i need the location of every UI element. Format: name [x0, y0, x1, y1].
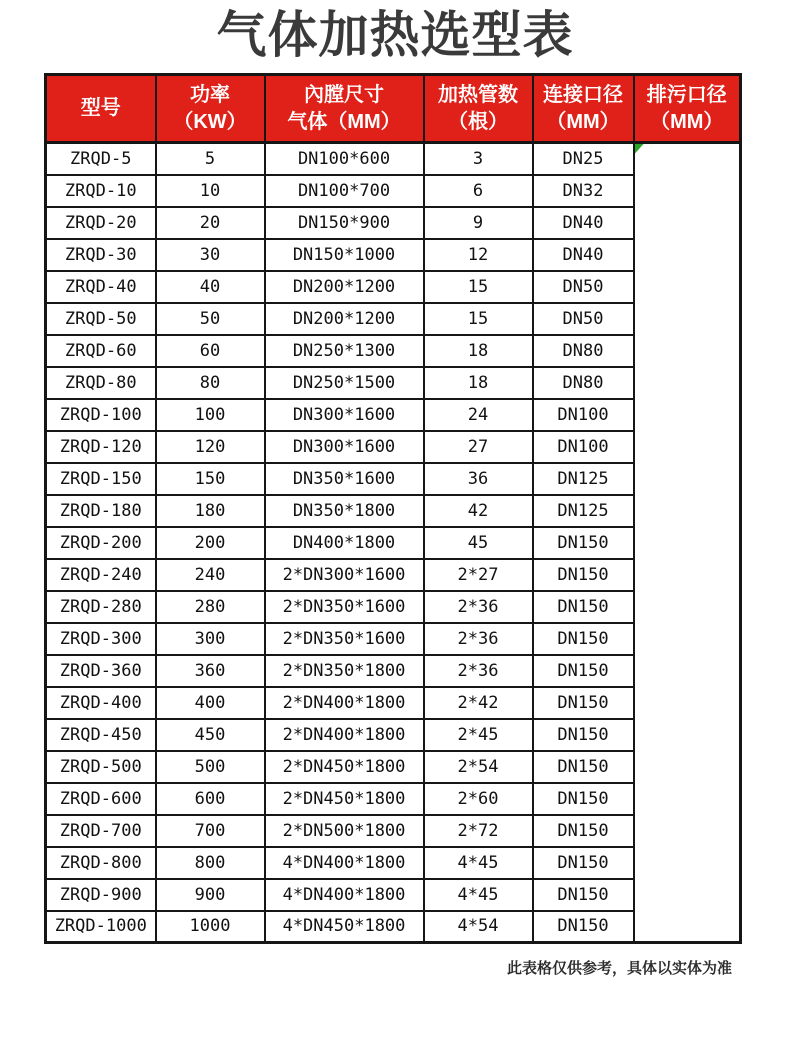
table-cell: 2*DN500*1800 [265, 815, 424, 847]
table-cell: 18 [424, 367, 533, 399]
table-cell: ZRQD-80 [46, 367, 156, 399]
table-cell: 2*DN400*1800 [265, 719, 424, 751]
table-cell: 40 [156, 271, 265, 303]
table-cell: 800 [156, 847, 265, 879]
table-cell: 45 [424, 527, 533, 559]
table-cell: 2*27 [424, 559, 533, 591]
table-cell: DN150 [533, 623, 634, 655]
table-cell: DN150*900 [265, 207, 424, 239]
table-cell: 3 [424, 143, 533, 175]
table-cell: DN150 [533, 591, 634, 623]
table-cell: ZRQD-360 [46, 655, 156, 687]
table-cell: 2*DN450*1800 [265, 751, 424, 783]
table-cell: 2*36 [424, 655, 533, 687]
table-cell: ZRQD-450 [46, 719, 156, 751]
table-row [46, 143, 741, 175]
table-cell: 200 [156, 527, 265, 559]
table-cell: DN150 [533, 559, 634, 591]
table-cell: DN200*1200 [265, 303, 424, 335]
header-line: （KW） [173, 110, 247, 133]
table-cell: 36 [424, 463, 533, 495]
table-cell: 700 [156, 815, 265, 847]
table-cell: DN50 [533, 303, 634, 335]
table-cell: 5 [156, 143, 265, 175]
table-cell: DN40 [533, 239, 634, 271]
header-line: 排污口径 [646, 84, 727, 107]
table-cell: ZRQD-50 [46, 303, 156, 335]
table-cell: 2*54 [424, 751, 533, 783]
table-cell: 2*DN450*1800 [265, 783, 424, 815]
table-cell: ZRQD-500 [46, 751, 156, 783]
table-cell: 4*45 [424, 847, 533, 879]
table-cell: 4*DN400*1800 [265, 879, 424, 911]
table-cell: 600 [156, 783, 265, 815]
table-cell: 12 [424, 239, 533, 271]
table-cell: 2*36 [424, 623, 533, 655]
header-line: 內膛尺寸 [304, 84, 384, 107]
table-cell: ZRQD-400 [46, 687, 156, 719]
table-cell: DN125 [533, 495, 634, 527]
drain-diameter-merged-cell [634, 143, 741, 943]
table-cell: 2*42 [424, 687, 533, 719]
table-cell: DN150 [533, 815, 634, 847]
table-cell: DN250*1300 [265, 335, 424, 367]
table-cell: DN150 [533, 847, 634, 879]
table-cell: 18 [424, 335, 533, 367]
table-cell: DN150 [533, 879, 634, 911]
table-cell: DN100 [533, 399, 634, 431]
table-cell: 6 [424, 175, 533, 207]
table-cell: 2*DN350*1800 [265, 655, 424, 687]
column-header-connection-diameter [533, 75, 634, 143]
column-header-tube-count [424, 75, 533, 143]
table-cell: 2*DN350*1600 [265, 591, 424, 623]
table-cell: ZRQD-700 [46, 815, 156, 847]
column-header-power-kw [156, 75, 265, 143]
table-cell: ZRQD-20 [46, 207, 156, 239]
table-cell: 24 [424, 399, 533, 431]
header-line: （MM） [650, 110, 724, 133]
header-line: 加热管数 [438, 84, 518, 107]
table-cell: DN100*700 [265, 175, 424, 207]
table-cell: DN350*1600 [265, 463, 424, 495]
header-line: 功率 [190, 84, 230, 107]
table-cell: 2*60 [424, 783, 533, 815]
table-cell: DN150 [533, 687, 634, 719]
table-cell: DN150 [533, 527, 634, 559]
table-cell: 15 [424, 303, 533, 335]
gas-heater-selection-table [44, 73, 742, 944]
table-cell: 900 [156, 879, 265, 911]
table-cell: ZRQD-300 [46, 623, 156, 655]
table-cell: 500 [156, 751, 265, 783]
table-cell: ZRQD-40 [46, 271, 156, 303]
table-cell: DN100 [533, 431, 634, 463]
table-cell: DN125 [533, 463, 634, 495]
table-cell: ZRQD-600 [46, 783, 156, 815]
table-cell: ZRQD-5 [46, 143, 156, 175]
table-cell: ZRQD-280 [46, 591, 156, 623]
table-cell: DN150 [533, 751, 634, 783]
table-cell: 9 [424, 207, 533, 239]
table-cell: 360 [156, 655, 265, 687]
table-cell: DN25 [533, 143, 634, 175]
table-cell: 300 [156, 623, 265, 655]
column-header-drain-diameter [634, 75, 741, 143]
table-cell: DN300*1600 [265, 399, 424, 431]
table-cell: ZRQD-1000 [46, 911, 156, 943]
table-cell: DN80 [533, 367, 634, 399]
header-line: 气体（MM） [287, 110, 401, 133]
table-body [46, 143, 741, 943]
header-line: （MM） [546, 110, 620, 133]
table-cell: 80 [156, 367, 265, 399]
table-cell: DN250*1500 [265, 367, 424, 399]
header-line: （根） [448, 110, 508, 133]
table-cell: ZRQD-200 [46, 527, 156, 559]
table-cell: DN200*1200 [265, 271, 424, 303]
table-cell: 120 [156, 431, 265, 463]
table-cell: 42 [424, 495, 533, 527]
table-cell: 2*DN400*1800 [265, 687, 424, 719]
table-cell: 60 [156, 335, 265, 367]
table-cell: 2*DN350*1600 [265, 623, 424, 655]
table-cell: DN150 [533, 719, 634, 751]
table-cell: 20 [156, 207, 265, 239]
table-cell: DN100*600 [265, 143, 424, 175]
table-cell: DN40 [533, 207, 634, 239]
table-cell: 4*54 [424, 911, 533, 943]
table-cell: 30 [156, 239, 265, 271]
table-cell: ZRQD-180 [46, 495, 156, 527]
footer-disclaimer: 此表格仅供参考，具体以实体为准 [506, 960, 732, 977]
table-cell: 4*45 [424, 879, 533, 911]
table-cell: DN32 [533, 175, 634, 207]
table-cell: ZRQD-100 [46, 399, 156, 431]
table-cell: ZRQD-900 [46, 879, 156, 911]
table-cell: 2*72 [424, 815, 533, 847]
table-cell: 2*45 [424, 719, 533, 751]
table-cell: 240 [156, 559, 265, 591]
table-cell: 4*DN400*1800 [265, 847, 424, 879]
table-cell: ZRQD-30 [46, 239, 156, 271]
table-cell: 2*36 [424, 591, 533, 623]
table-cell: DN150 [533, 655, 634, 687]
table-cell: DN300*1600 [265, 431, 424, 463]
column-header-chamber-size [265, 75, 424, 143]
table-cell: DN350*1800 [265, 495, 424, 527]
table-cell: ZRQD-150 [46, 463, 156, 495]
table-cell: 10 [156, 175, 265, 207]
table-cell: DN150*1000 [265, 239, 424, 271]
table-cell: ZRQD-120 [46, 431, 156, 463]
table-cell: DN400*1800 [265, 527, 424, 559]
table-cell: DN150 [533, 783, 634, 815]
header-line: 型号 [80, 97, 121, 120]
table-cell: 1000 [156, 911, 265, 943]
table-cell: DN50 [533, 271, 634, 303]
table-cell: 50 [156, 303, 265, 335]
table-cell: 100 [156, 399, 265, 431]
table-cell: 150 [156, 463, 265, 495]
table-cell: 400 [156, 687, 265, 719]
header-line: 连接口径 [543, 84, 623, 107]
cell-flag-triangle-icon [635, 144, 644, 154]
column-header-model [46, 75, 156, 143]
table-cell: 450 [156, 719, 265, 751]
table-cell: 27 [424, 431, 533, 463]
table-header-row [46, 75, 741, 143]
table-cell: ZRQD-240 [46, 559, 156, 591]
table-cell: 2*DN300*1600 [265, 559, 424, 591]
table-cell: ZRQD-800 [46, 847, 156, 879]
table-cell: 180 [156, 495, 265, 527]
table-cell: ZRQD-10 [46, 175, 156, 207]
table-cell: DN150 [533, 911, 634, 943]
page-title: 气体加热选型表 [216, 7, 574, 63]
table-cell: 15 [424, 271, 533, 303]
table-cell: 4*DN450*1800 [265, 911, 424, 943]
table-cell: 280 [156, 591, 265, 623]
table-cell: DN80 [533, 335, 634, 367]
table-cell: ZRQD-60 [46, 335, 156, 367]
